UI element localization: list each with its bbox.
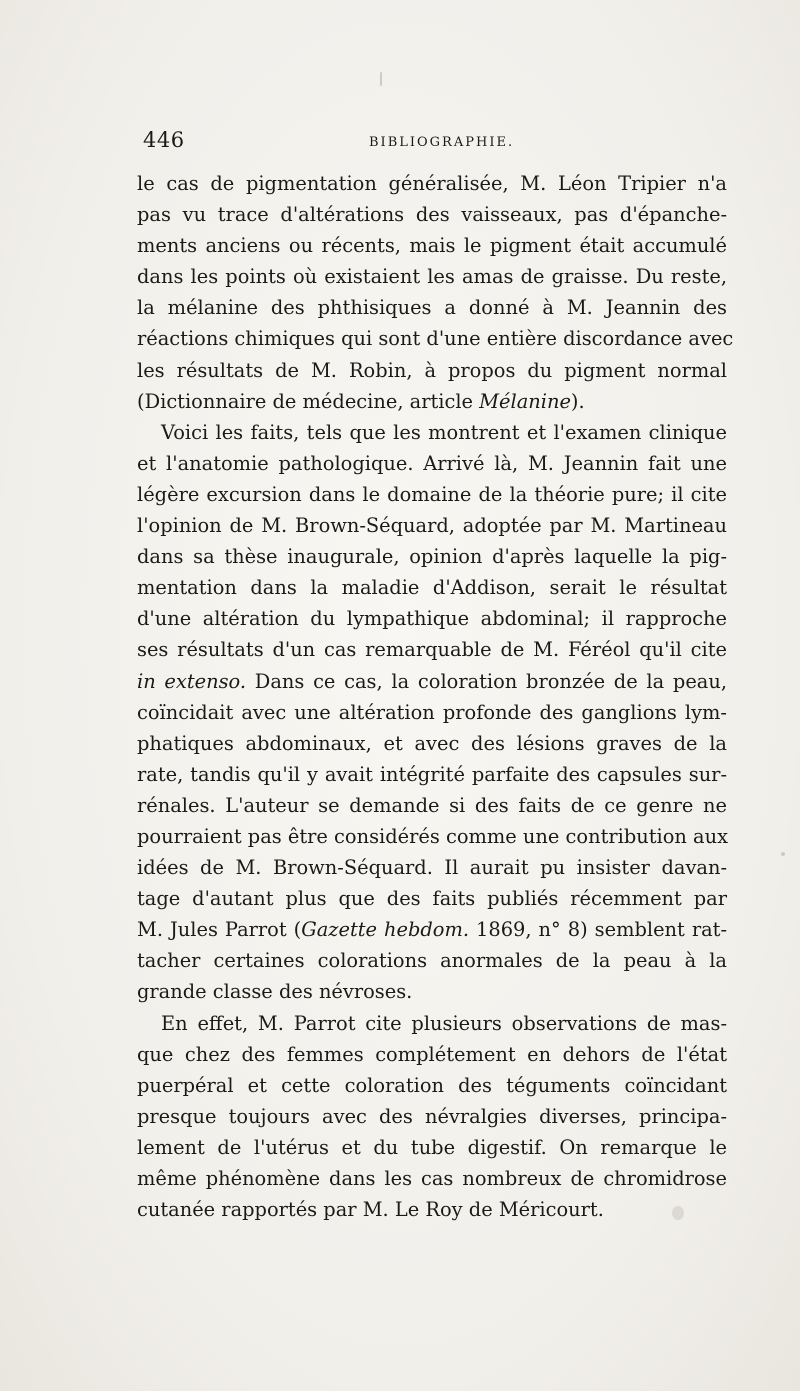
text-line: dans les points où existaient les amas de graisse. Du reste, <box>137 265 727 289</box>
paper-speck <box>380 72 382 86</box>
text-line: ses résultats d'un cas remarquable de M. Féréol qu'il cite <box>137 638 727 662</box>
text-line <box>137 914 727 945</box>
text-line: idées de M. Brown-Séquard. Il aurait pu insister davan- <box>137 856 727 880</box>
text-line: ments anciens ou récents, mais le pigment était accumulé <box>137 234 727 258</box>
page-header <box>137 128 727 158</box>
text-line: les résultats de M. Robin, à propos du pigment normal <box>137 358 727 382</box>
page-number: 446 <box>143 128 185 152</box>
text-line: grande classe des névroses. <box>137 980 413 1004</box>
text-line: que chez des femmes complétement en dehors de l'état <box>137 1042 727 1066</box>
paper-speck <box>781 852 785 856</box>
text-line: mentation dans la maladie d'Addison, serait le résultat <box>137 576 727 600</box>
text-line: dans sa thèse inaugurale, opinion d'après laquelle la pig- <box>137 545 727 569</box>
text-fragment: Dans ce cas, la coloration bronzée de la peau, <box>246 669 728 693</box>
text-line: la mélanine des phthisiques a donné à M. Jeannin des <box>137 296 727 320</box>
text-line: le cas de pigmentation généralisée, M. Léon Tripier n'a <box>137 172 727 195</box>
text-line: coïncidait avec une altération profonde des ganglions lym- <box>137 700 727 724</box>
text-line <box>137 386 727 417</box>
text-line: pas vu trace d'altérations des vaisseaux, pas d'épanche- <box>137 203 727 227</box>
text-line: En effet, M. Parrot cite plusieurs observations de mas- <box>161 1011 727 1035</box>
text-line: puerpéral et cette coloration des téguments coïncidant <box>137 1073 727 1097</box>
text-line: légère excursion dans le domaine de la théorie pure; il cite <box>137 482 727 506</box>
text-line: phatiques abdominaux, et avec des lésions graves de la <box>137 731 727 755</box>
text-line: pourraient pas être considérés comme une contribution aux <box>137 824 729 848</box>
text-line: d'une altération du lympathique abdominal; il rapproche <box>137 607 727 631</box>
text-line: Voici les faits, tels que les montrent et l'examen clinique <box>161 420 727 444</box>
italic-term: in extenso. <box>137 669 247 693</box>
text-line: rate, tandis qu'il y avait intégrité parfaite des capsules sur- <box>137 762 727 786</box>
text-fragment: M. Jules Parrot ( <box>137 918 302 942</box>
text-line: cutanée rapportés par M. Le Roy de Méricourt. <box>137 1198 604 1222</box>
text-line: rénales. L'auteur se demande si des faits de ce genre ne <box>137 793 727 817</box>
text-line: tacher certaines colorations anormales de la peau à la <box>137 949 727 973</box>
italic-term: Mélanine <box>479 389 571 413</box>
text-line: même phénomène dans les cas nombreux de chromidrose <box>137 1167 727 1190</box>
italic-term: Gazette hebdom. <box>301 918 470 942</box>
text-line: l'opinion de M. Brown-Séquard, adoptée par M. Martineau <box>137 514 727 538</box>
text-line: presque toujours avec des névralgies diverses, principa- <box>137 1104 727 1128</box>
text-fragment: 1869, n° 8) semblent rat- <box>469 918 727 942</box>
text-line <box>137 666 727 697</box>
paper-speck <box>672 1206 684 1220</box>
running-head: BIBLIOGRAPHIE. <box>369 135 515 150</box>
text-line: et l'anatomie pathologique. Arrivé là, M. Jeannin fait une <box>137 451 727 475</box>
body-text <box>137 168 734 1225</box>
text-line: lement de l'utérus et du tube digestif. On remarque le <box>137 1135 727 1159</box>
text-line: réactions chimiques qui sont d'une entière discordance avec <box>137 327 734 351</box>
text-fragment: (Dictionnaire de médecine, article <box>137 389 480 413</box>
text-line: tage d'autant plus que des faits publiés récemment par <box>137 887 727 911</box>
text-fragment: ). <box>570 389 585 413</box>
